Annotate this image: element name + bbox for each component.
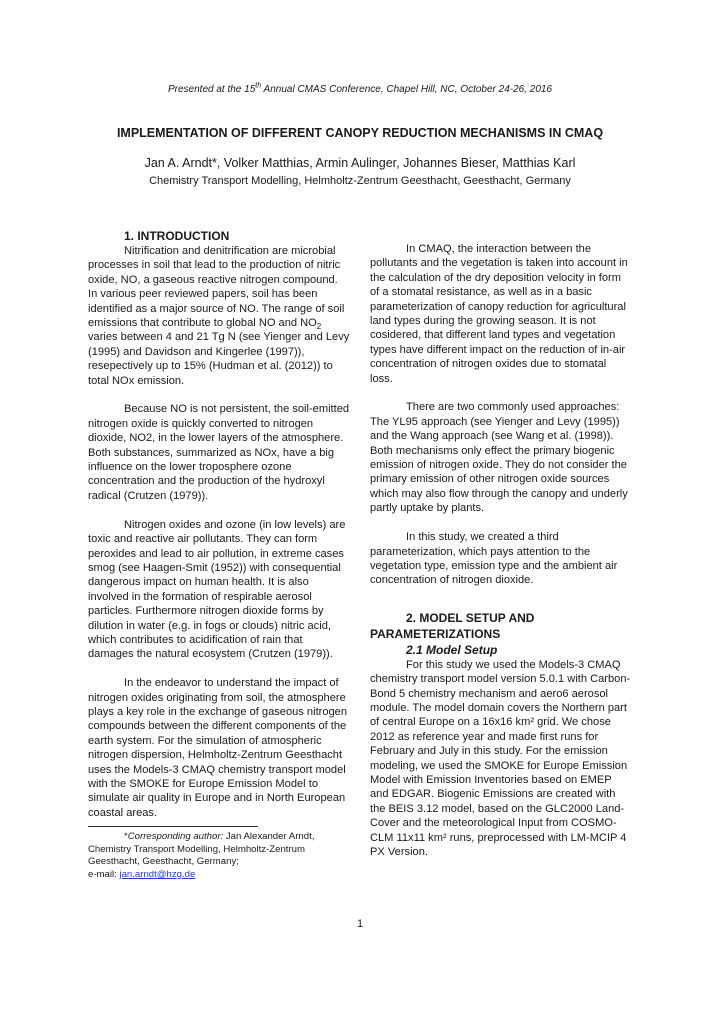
- authors: Jan A. Arndt*, Volker Matthias, Armin Aulinger, Johannes Bieser, Matthias Karl: [144, 156, 576, 170]
- page-number: 1: [356, 918, 364, 930]
- setup-subheading: 2.1 Model Setup: [406, 642, 498, 657]
- right-paragraph-1: In CMAQ, the interaction between the pollutants and the vegetation is taken into account in the calculation of the dry deposition velocity in form of a stomatal resistance, as well as in a basic parameterization of canopy reduction for agricultural land types during the growing season. It is not cosidered, that different land types and vegetation types have different impact on the reduction of in-air concentration of nitrogen oxides due to stomatal loss.: [370, 243, 628, 385]
- email-link[interactable]: jan.arndt@hzg.de: [119, 868, 196, 880]
- affiliation: Chemistry Transport Modelling, Helmholtz-Zentrum Geesthacht, Geesthacht, Germany: [149, 175, 571, 187]
- intro-paragraph-1: Nitrification and denitrification are microbial processes in soil that lead to the production of nitric oxide, NO, a gaseous reactive nitrogen compound. In various peer reviewed papers, soil has been identified as a major source of NO. The range of soil emissions that contribute to global NO and $NO_2$ varies between 4 and 21 Tg N (see Yienger and Levy (1995) and Davidson and Kingerlee (1997)), resepectively up to 15% (Hudman et al. (2012)) to total NOx emission.: [88, 245, 350, 387]
- footnote: *Corresponding author: Jan Alexander Arndt, Chemistry Transport Modelling, Helmholtz-Zentrum Geesthacht, Geesthacht, Germany; e-mail: jan.arndt@hzg.de: [88, 831, 315, 880]
- right-paragraph-3: In this study, we created a third parameterization, which pays attention to the vegetation type, emission type and the ambient air concentration of nitrogen dioxide.: [370, 531, 618, 587]
- intro-paragraph-2: Because NO is not persistent, the soil-emitted nitrogen oxide is quickly converted to nitrogen dioxide, NO2, in the lower layers of the atmosphere. Both substances, summarized as NOx, have a big influence on the lower troposphere ozone concentration and the production of the hydroxyl radical (Crutzen (1979)).: [88, 403, 350, 502]
- setup-heading: 2. MODEL SETUP AND PARAMETERIZATIONS: [370, 610, 535, 641]
- setup-paragraph-1: For this study we used the Models-3 CMAQ chemistry transport model version 5.0.1 with Carbon-Bond 5 chemistry mechanism and aero6 aerosol module. The model domain covers the Northern part of central Europe on a 16x16 km² grid. We chose 2012 as reference year and made first runs for February and July in this study. For the emission modeling, we used the SMOKE for Europe Emission Model with Emission Inventories based on EMEP and EDGAR. Biogenic Emissions are created with the BEIS 3.12 model, based on the GLC2000 Land-Cover and the meteorological Input from COSMO-CLM 11x11 km² runs, preprocessed with LM-MCIP 4 PX Version.: [370, 658, 631, 858]
- footnote-rule: [88, 826, 258, 827]
- right-column: [370, 242, 632, 859]
- intro-paragraph-4: In the endeavor to understand the impact of nitrogen oxides originating from soil, the atmosphere plays a key role in the exchange of gaseous nitrogen compounds between the different components of the earth system. For the simulation of atmospheric nitrogen dispersion, Helmholtz-Zentrum Geesthacht uses the Models-3 CMAQ chemistry transport model with the SMOKE for Europe Emission Model to simulate air quality in Europe and in North European coastal areas.: [88, 677, 348, 819]
- left-column: [88, 228, 350, 882]
- right-paragraph-2: There are two commonly used approaches: The YL95 approach (see Yienger and Levy (1995)) and the Wang approach (see Wang et al. (1998)). Both mechanisms only effect the primary biogenic emission of nitrogen oxide. They do not consider the primary emission of other nitrogen oxide sources which may also flow through the canopy and underly partly uptake by plants.: [370, 401, 628, 515]
- intro-heading: 1. INTRODUCTION: [124, 229, 230, 243]
- intro-paragraph-3: Nitrogen oxides and ozone (in low levels) are toxic and reactive air pollutants. They can form peroxides and lead to air pollution, in extreme cases smog (see Haagen-Smit (1952)) with consequential dangerous impact on human health. It is also involved in the formation of respirable aerosol particles. Furthermore nitrogen dioxide forms by dilution in water (e.g. in fogs or clouds) nitric acid, which contributes to acidification of rain that damages the natural ecosystem (Crutzen (1979)).: [88, 518, 346, 661]
- paper-title: IMPLEMENTATION OF DIFFERENT CANOPY REDUCTION MECHANISMS IN CMAQ: [116, 126, 604, 140]
- conference-header: Presented at the 15th Annual CMAS Conference, Chapel Hill, NC, October 24-26, 2016: [167, 82, 553, 95]
